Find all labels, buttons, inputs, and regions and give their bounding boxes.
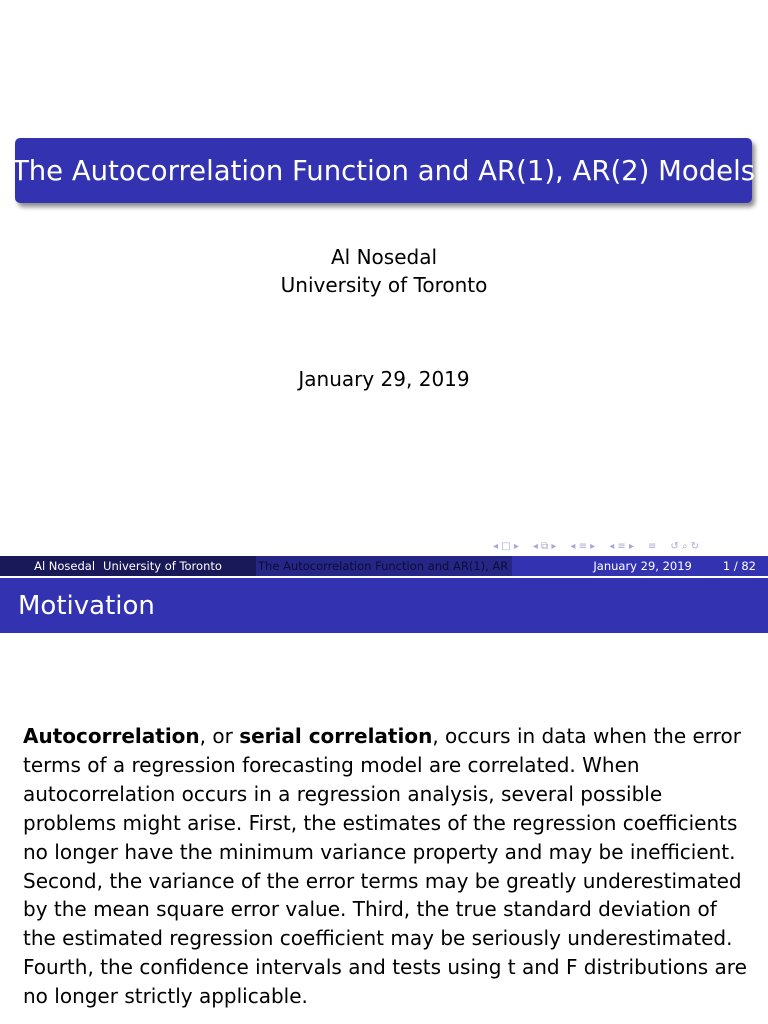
document-nav-icon[interactable]: ◂ ≡ ▸ <box>609 540 634 552</box>
frame-title: Motivation <box>18 590 155 621</box>
footer-short-title: The Autocorrelation Function and AR(1), AR <box>258 559 509 573</box>
footer-author: Al Nosedal <box>34 559 96 573</box>
footer-page-number: 1 / 82 <box>722 559 756 573</box>
motivation-paragraph <box>23 722 748 1011</box>
search-back-icon[interactable]: ↺ ⌕ ↻ <box>670 540 700 552</box>
text-connector: , or <box>199 724 240 748</box>
section-nav-icon[interactable]: ◂ ≡ ▸ <box>570 540 596 552</box>
author-block <box>0 243 768 299</box>
frame-header <box>0 578 768 633</box>
footer-author-section <box>0 556 256 576</box>
title-box <box>11 138 756 203</box>
presentation-title: The Autocorrelation Function and AR(1), AR(2) Models <box>11 154 756 187</box>
presentation-date: January 29, 2019 <box>298 367 470 391</box>
footer-institution: University of Toronto <box>103 559 222 573</box>
footer-title-section <box>256 556 512 576</box>
beamer-navigation-bar <box>493 539 761 553</box>
term-autocorrelation: Autocorrelation <box>23 724 200 748</box>
term-serial-correlation: serial correlation <box>239 724 433 748</box>
frame-nav-icon[interactable]: ◂ □ ▸ <box>493 540 519 552</box>
footer-date-section <box>512 556 768 576</box>
author-institution: University of Toronto <box>280 273 488 297</box>
author-name: Al Nosedal <box>330 245 438 269</box>
subsection-nav-icon[interactable]: ◂ ⧉ ▸ <box>532 540 557 552</box>
footer-date: January 29, 2019 <box>593 559 692 573</box>
slide-footer <box>0 556 768 576</box>
appendix-nav-icon[interactable]: ≡ <box>647 540 657 552</box>
paragraph-body: , occurs in data when the error terms of a regression forecasting model are correlated. When autocorrelation occurs in a regression analysis, several possible problems might arise. First, the estimates of the regression coefficients no longer have the minimum variance property and may be inefficient. Second, the variance of the error terms may be greatly underestimated by the mean square error value. Third, the true standard deviation of the estimated regression coefficient may be seriously underestimated. Fourth, the confidence intervals and tests using t and F distributions are no longer strictly applicable. <box>23 724 747 1009</box>
